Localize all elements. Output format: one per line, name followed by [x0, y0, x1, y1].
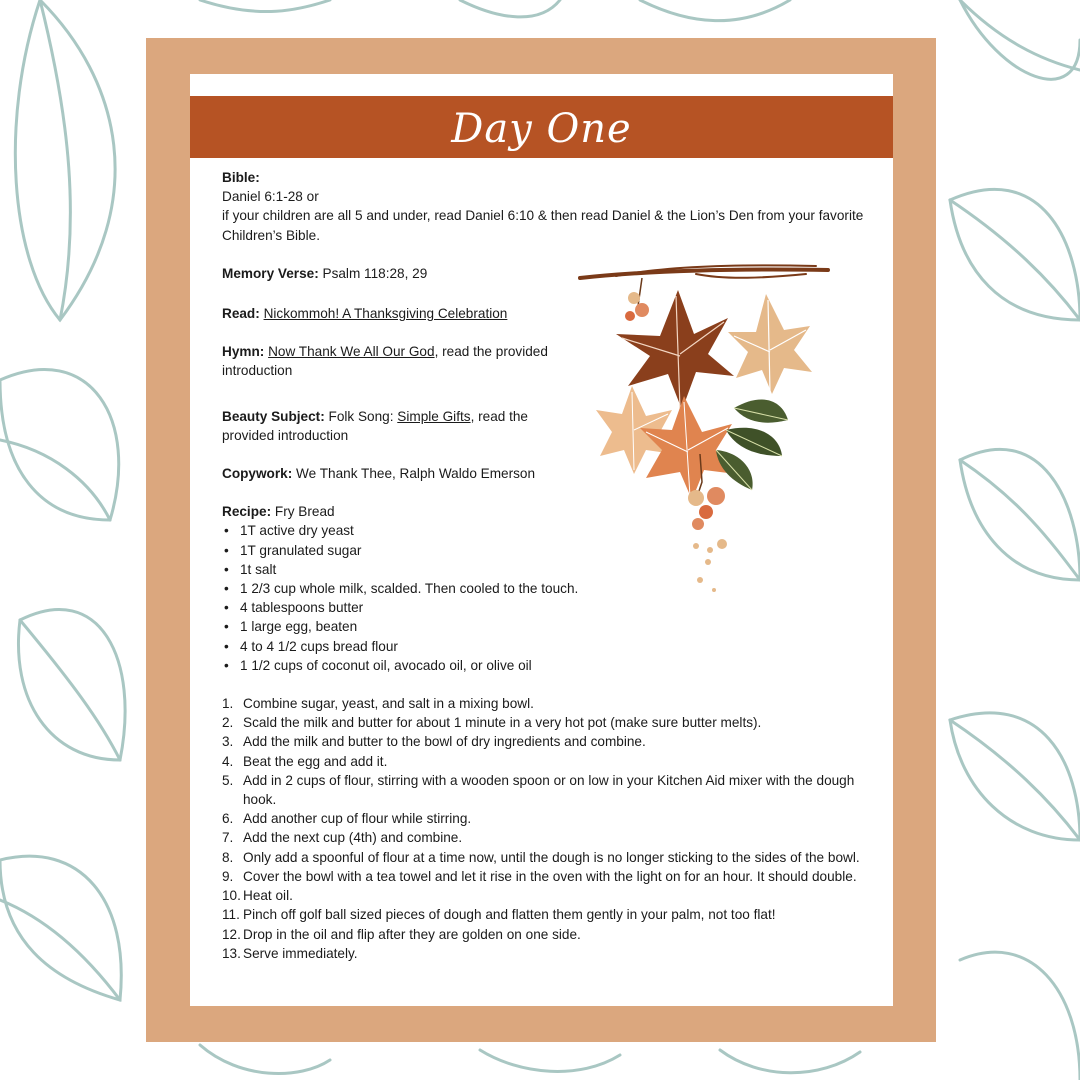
recipe-name: Fry Bread — [274, 504, 335, 520]
title-banner — [190, 96, 893, 158]
recipe-step: 11. Pinch off golf ball sized pieces of dough and flatten them gently in your palm, not too flat! — [222, 907, 776, 923]
read-label: Read: — [222, 306, 260, 322]
ingredient-item: • 1 large egg, beaten — [222, 617, 867, 636]
recipe-step: 6. Add another cup of flour while stirring. — [222, 811, 472, 827]
hymn-label: Hymn: — [222, 344, 265, 360]
recipe-label: Recipe: — [222, 504, 272, 520]
recipe-step: 8. Only add a spoonful of flour at a time now, until the dough is no longer sticking to the sides of the bowl. — [222, 849, 860, 865]
tan-maple-leaf-icon — [728, 294, 812, 394]
beauty-subject-label: Beauty Subject: — [222, 408, 325, 424]
recipe-step: 13. Serve immediately. — [222, 945, 358, 961]
recipe-step: 4. Beat the egg and add it. — [222, 753, 388, 769]
recipe-steps — [222, 694, 867, 963]
read-book-link[interactable]: Nickommoh! A Thanksgiving Celebration — [263, 306, 508, 322]
falling-seeds-icon — [693, 539, 727, 592]
autumn-leaves-illustration — [576, 260, 836, 600]
ingredient-item: • 1T active dry yeast — [222, 521, 867, 540]
beauty-subject-note: , read the provided introduction — [222, 408, 528, 443]
ingredient-item: • 4 to 4 1/2 cups bread flour — [222, 637, 867, 656]
ingredient-item: • 1t salt — [222, 560, 867, 579]
bible-reading: Daniel 6:1-28 or — [222, 189, 319, 205]
recipe-step: 12. Drop in the oil and flip after they are golden on one side. — [222, 926, 581, 942]
branch-icon — [580, 265, 828, 278]
folk-song-link[interactable]: Simple Gifts — [397, 408, 471, 424]
bible-alternate-reading: if your children are all 5 and under, read Daniel 6:10 & then read Daniel & the Lion’s Den from your favorite Children’s Bible. — [222, 208, 864, 243]
copywork-text: We Thank Thee, Ralph Waldo Emerson — [296, 466, 536, 482]
ingredient-item: • 1 2/3 cup whole milk, scalded. Then cooled to the touch. — [222, 579, 867, 598]
bible-section — [222, 168, 867, 245]
recipe-step: 7. Add the next cup (4th) and combine. — [222, 830, 463, 846]
hymn-link[interactable]: Now Thank We All Our God — [268, 344, 435, 360]
hymn-section — [222, 342, 582, 380]
recipe-step: 9. Cover the bowl with a tea towel and let it rise in the oven with the light on for an hour. It should double. — [222, 868, 857, 884]
ingredient-item: • 1T granulated sugar — [222, 541, 867, 560]
memory-verse-label: Memory Verse: — [222, 265, 319, 281]
ingredient-item: • 1 1/2 cups of coconut oil, avocado oil, or olive oil — [222, 656, 867, 675]
beauty-subject-section — [222, 407, 582, 445]
folk-song-prefix: Folk Song: — [328, 408, 394, 424]
green-leaf-icon — [716, 399, 788, 490]
recipe-step: 5. Add in 2 cups of flour, stirring with a wooden spoon or on low in your Kitchen Aid mixer with the dough hook. — [222, 772, 855, 808]
recipe-step: 1. Combine sugar, yeast, and salt in a mixing bowl. — [222, 696, 534, 712]
bible-label: Bible: — [222, 170, 260, 185]
hymn-note: , read the provided introduction — [222, 344, 548, 379]
berry-icon — [625, 278, 649, 321]
recipe-step: 2. Scald the milk and butter for about 1 minute in a very hot pot (make sure butter melts). — [222, 715, 762, 731]
page-title: Day One — [451, 106, 632, 152]
memory-verse-text: Psalm 118:28, 29 — [322, 265, 428, 281]
recipe-step: 10. Heat oil. — [222, 888, 293, 904]
ingredient-item: • 4 tablespoons butter — [222, 598, 867, 617]
copywork-label: Copywork: — [222, 466, 293, 482]
recipe-step: 3. Add the milk and butter to the bowl of dry ingredients and combine. — [222, 734, 646, 750]
